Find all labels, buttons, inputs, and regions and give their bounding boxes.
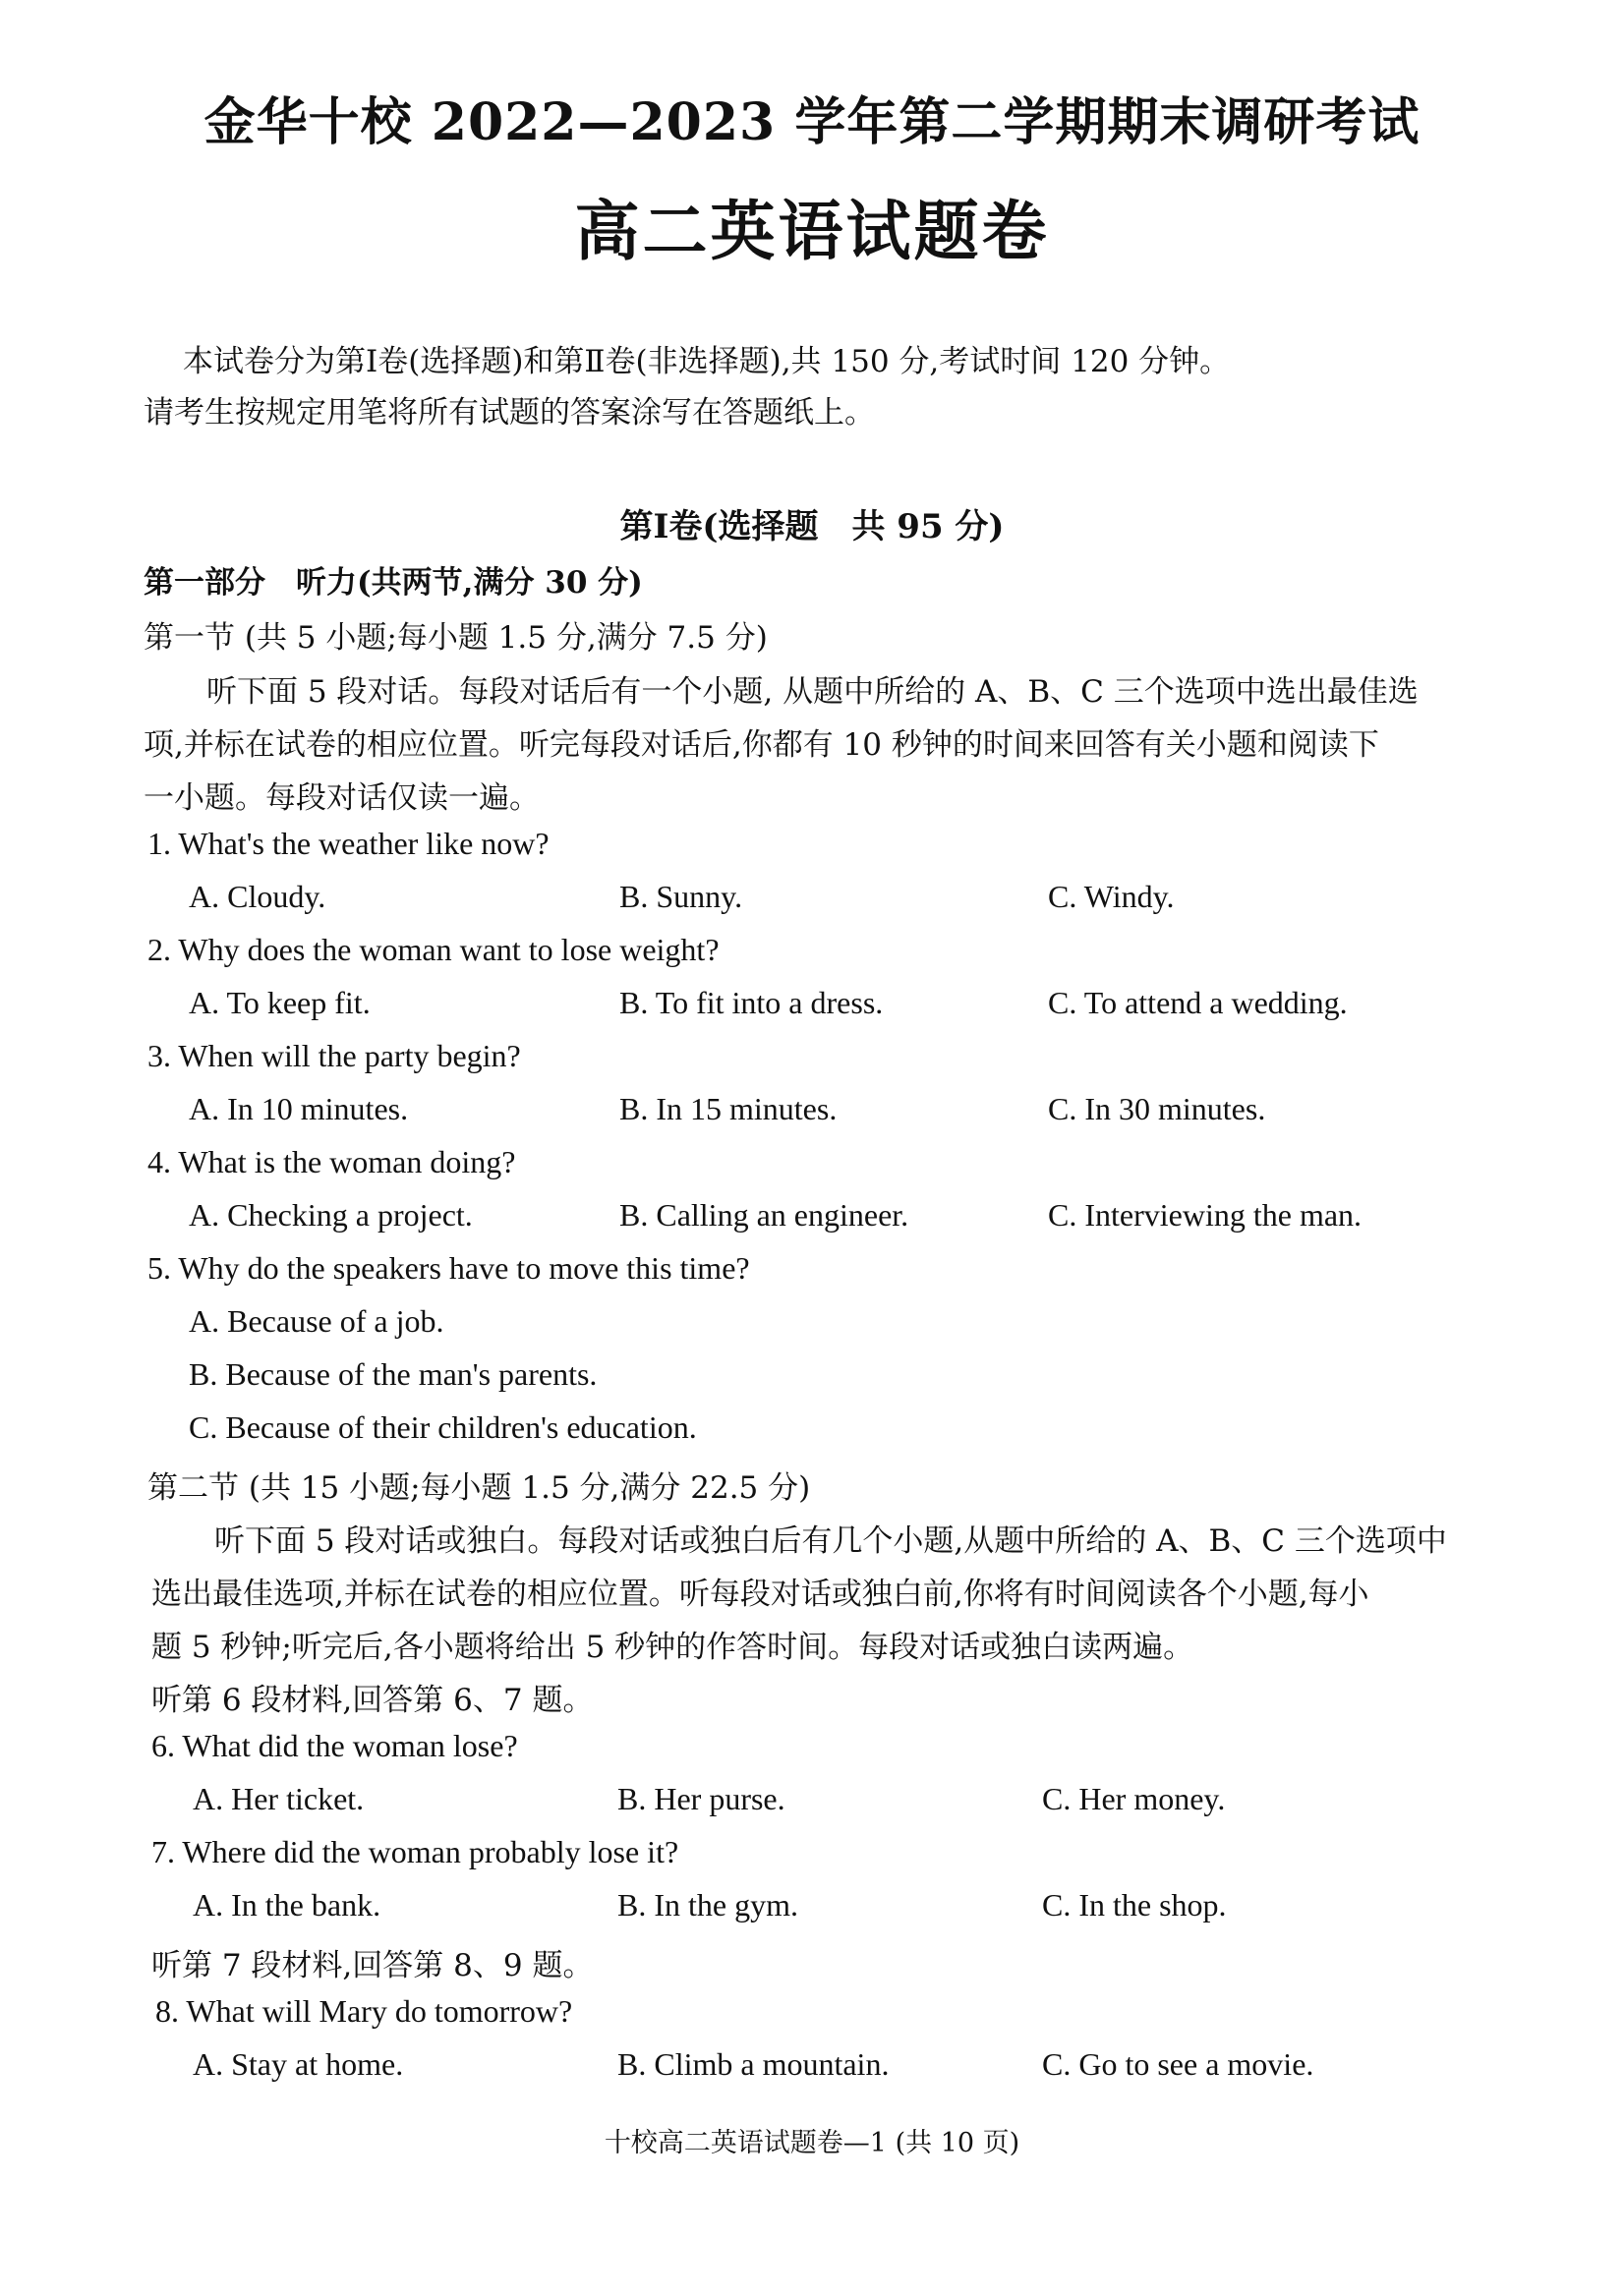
question-4-stem: 4. What is the woman doing?	[147, 1144, 516, 1179]
question-7-option-a: A. In the bank.	[193, 1887, 381, 1923]
question-5-option-a: A. Because of a job.	[189, 1303, 444, 1339]
section-1-heading: 第一节 (共 5 小题;每小题 1.5 分,满分 7.5 分)	[144, 620, 768, 656]
material-7-heading: 听第 7 段材料,回答第 8、9 题。	[151, 1948, 594, 1983]
material-6-heading: 听第 6 段材料,回答第 6、7 题。	[151, 1683, 594, 1718]
question-7-stem: 7. Where did the woman probably lose it?	[151, 1834, 679, 1869]
question-5-stem: 5. Why do the speakers have to move this time?	[147, 1250, 750, 1286]
intro-line-2: 请考生按规定用笔将所有试题的答案涂写在答题纸上。	[144, 395, 875, 430]
exam-subtitle: 高二英语试题卷	[574, 193, 1050, 269]
page-footer: 十校高二英语试题卷—1 (共 10 页)	[604, 2128, 1020, 2158]
section-2-instruction-line: 题 5 秒钟;听完后,各小题将给出 5 秒钟的作答时间。每段对话或独白读两遍。	[151, 1630, 1194, 1665]
question-8-option-c: C. Go to see a movie.	[1042, 2046, 1314, 2082]
exam-title: 金华十校 2022—2023 学年第二学期期末调研考试	[203, 92, 1421, 152]
section-2-instruction-line: 听下面 5 段对话或独白。每段对话或独白后有几个小题,从题中所给的 A、B、C 三个选项中	[214, 1523, 1447, 1559]
question-2-option-a: A. To keep fit.	[189, 985, 371, 1020]
question-1-option-c: C. Windy.	[1048, 879, 1175, 914]
question-1-stem: 1. What's the weather like now?	[147, 826, 550, 861]
question-4-option-b: B. Calling an engineer.	[619, 1197, 909, 1233]
question-2-option-c: C. To attend a wedding.	[1048, 985, 1348, 1020]
question-7-option-b: B. In the gym.	[617, 1887, 798, 1923]
question-2-stem: 2. Why does the woman want to lose weight?	[147, 932, 720, 967]
question-6-option-b: B. Her purse.	[617, 1781, 785, 1816]
question-7-option-c: C. In the shop.	[1042, 1887, 1227, 1923]
question-5-option-c: C. Because of their children's education.	[189, 1409, 697, 1445]
section-1-instruction-line: 项,并标在试卷的相应位置。听完每段对话后,你都有 10 秒钟的时间来回答有关小题和阅读下	[144, 727, 1379, 763]
question-6-option-c: C. Her money.	[1042, 1781, 1226, 1816]
question-3-option-a: A. In 10 minutes.	[189, 1091, 409, 1126]
section-1-instruction-line: 一小题。每段对话仅读一遍。	[144, 780, 540, 816]
question-5-option-b: B. Because of the man's parents.	[189, 1356, 598, 1392]
question-3-option-b: B. In 15 minutes.	[619, 1091, 838, 1126]
question-6-option-a: A. Her ticket.	[193, 1781, 365, 1816]
question-8-option-a: A. Stay at home.	[193, 2046, 404, 2082]
question-3-option-c: C. In 30 minutes.	[1048, 1091, 1266, 1126]
question-6-stem: 6. What did the woman lose?	[151, 1728, 518, 1763]
question-1-option-b: B. Sunny.	[619, 879, 743, 914]
section-2-heading: 第二节 (共 15 小题;每小题 1.5 分,满分 22.5 分)	[147, 1470, 811, 1506]
section-2-instruction-line: 选出最佳选项,并标在试卷的相应位置。听每段对话或独白前,你将有时间阅读各个小题,每小	[151, 1577, 1369, 1612]
part-1-heading: 第一部分 听力(共两节,满分 30 分)	[144, 565, 643, 601]
question-8-option-b: B. Climb a mountain.	[617, 2046, 890, 2082]
volume-1-heading: 第Ⅰ卷(选择题 共 95 分)	[619, 507, 1005, 546]
question-8-stem: 8. What will Mary do tomorrow?	[155, 1993, 573, 2029]
question-1-option-a: A. Cloudy.	[189, 879, 326, 914]
question-4-option-c: C. Interviewing the man.	[1048, 1197, 1363, 1233]
intro-line-1: 本试卷分为第Ⅰ卷(选择题)和第Ⅱ卷(非选择题),共 150 分,考试时间 120 分钟。	[183, 344, 1231, 379]
question-3-stem: 3. When will the party begin?	[147, 1038, 521, 1073]
section-1-instruction-line: 听下面 5 段对话。每段对话后有一个小题, 从题中所给的 A、B、C 三个选项中选出最佳选	[206, 674, 1419, 710]
question-4-option-a: A. Checking a project.	[189, 1197, 473, 1233]
question-2-option-b: B. To fit into a dress.	[619, 985, 884, 1020]
